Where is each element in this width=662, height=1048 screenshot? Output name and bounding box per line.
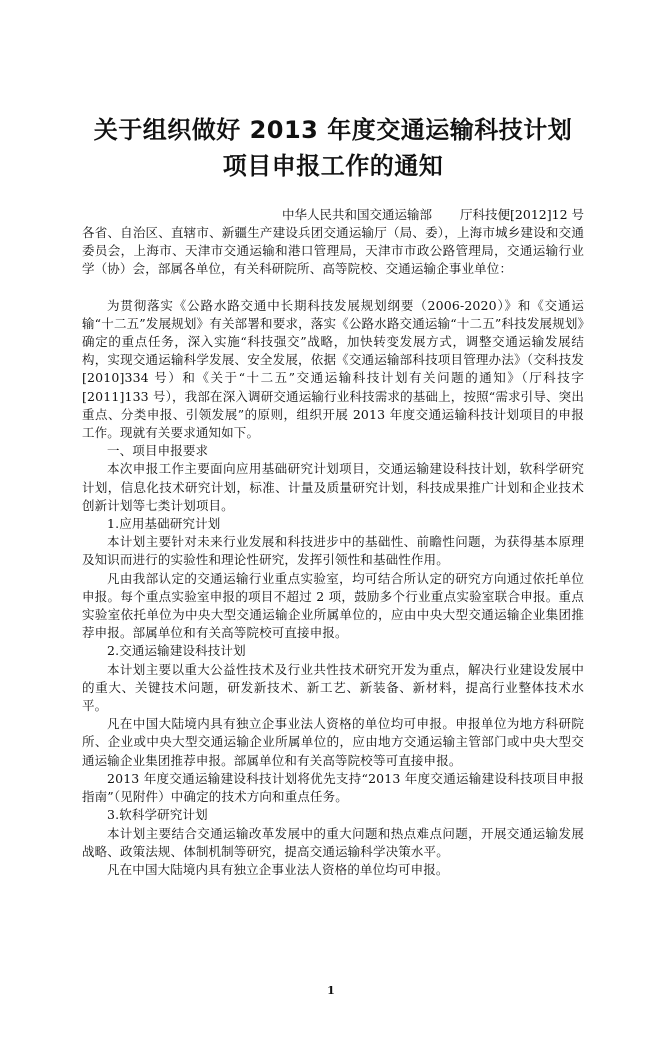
body-paragraph: 本计划主要结合交通运输改革发展中的重大问题和热点难点问题，开展交通运输发展战略、政策法规、体制机制等研究，提高交通运输科学决策水平。 bbox=[82, 825, 584, 859]
document-body bbox=[82, 224, 584, 879]
body-paragraph: 本计划主要针对未来行业发展和科技进步中的基础性、前瞻性问题，为获得基本原理及知识而进行的实验性和理论性研究，发挥引领性和基础性作用。 bbox=[82, 534, 584, 568]
document-reference bbox=[82, 206, 584, 224]
document-title bbox=[82, 112, 584, 184]
body-paragraph: 2013 年度交通运输建设科技计划将优先支持“2013 年度交通运输建设科技项目申报指南”（见附件）中确定的技术方向和重点任务。 bbox=[82, 770, 584, 805]
body-paragraph: 凡在中国大陆境内具有独立企事业法人资格的单位均可申报。 bbox=[107, 861, 449, 877]
page-number: 1 bbox=[327, 984, 335, 997]
intro-paragraph: 为贯彻落实《公路水路交通中长期科技发展规划纲要（2006-2020）》和《交通运输“十二五”发展规划》有关部署和要求，落实《公路水路交通运输“十二五”科技发展规划》确定的重点任务，深入实施“科技强交”战略，加快转变发展方式，调整交通运输发展结构，实现交通运输科学发展、安全发展，依据《交通运输部科技项目管理办法》（交科技发[2010]334 号）和《关于“十二五”交通运输科技计划有关问题的通知》（厅科技字[2011]133 号），我部在深入调研交通运输行业科技需求的基础上，按照“需求引导、突出重点、分类申报、引领发展”的原则，组织开展 2013 年度交通运输科技计划项目的申报工作。现就有关要求通知如下。 bbox=[82, 297, 584, 441]
section-heading-1: 一、项目申报要求 bbox=[107, 443, 209, 459]
title-line-2: 项目申报工作的通知 bbox=[222, 152, 444, 180]
body-paragraph: 本次申报工作主要面向应用基础研究计划项目，交通运输建设科技计划，软科学研究计划，信息化技术研究计划，标准、计量及质量研究计划，科技成果推广计划和企业技术创新计划等七类计划项目。 bbox=[82, 461, 584, 513]
issuer: 中华人民共和国交通运输部 bbox=[282, 207, 433, 222]
title-line-1: 关于组织做好 2013 年度交通运输科技计划 bbox=[93, 116, 573, 144]
subsection-heading-1: 1.应用基础研究计划 bbox=[107, 516, 221, 532]
document-page bbox=[0, 112, 662, 1048]
body-paragraph: 凡在中国大陆境内具有独立企事业法人资格的单位均可申报。申报单位为地方科研院所、企业或中央大型交通运输企业所属单位的，应由地方交通运输主管部门或中央大型交通运输企业集团推荐申报。部属单位和有关高等院校等可直接申报。 bbox=[82, 716, 584, 768]
body-paragraph: 本计划主要以重大公益性技术及行业共性技术研究开发为重点，解决行业建设发展中的重大、关键技术问题，研发新技术、新工艺、新装备、新材料，提高行业整体技术水平。 bbox=[82, 661, 584, 714]
subsection-heading-3: 3.软科学研究计划 bbox=[107, 807, 208, 823]
subsection-heading-2: 2.交通运输建设科技计划 bbox=[107, 643, 246, 659]
addressee: 各省、自治区、直辖市、新疆生产建设兵团交通运输厅（局、委），上海市城乡建设和交通委员会，上海市、天津市交通运输和港口管理局，天津市市政公路管理局，交通运输行业学（协）会，部属各单位，有关科研院所、高等院校、交通运输企事业单位： bbox=[82, 225, 584, 277]
body-paragraph: 凡由我部认定的交通运输行业重点实验室，均可结合所认定的研究方向通过依托单位申报。每个重点实验室申报的项目不超过 2 项，鼓励多个行业重点实验室联合申报。重点实验室依托单位为中央大型交通运输企业所属单位的，应由中央大型交通运输企业集团推荐申报。部属单位和有关高等院校可直接申报。 bbox=[82, 570, 584, 641]
document-number: 厅科技便[2012]12 号 bbox=[460, 207, 584, 222]
